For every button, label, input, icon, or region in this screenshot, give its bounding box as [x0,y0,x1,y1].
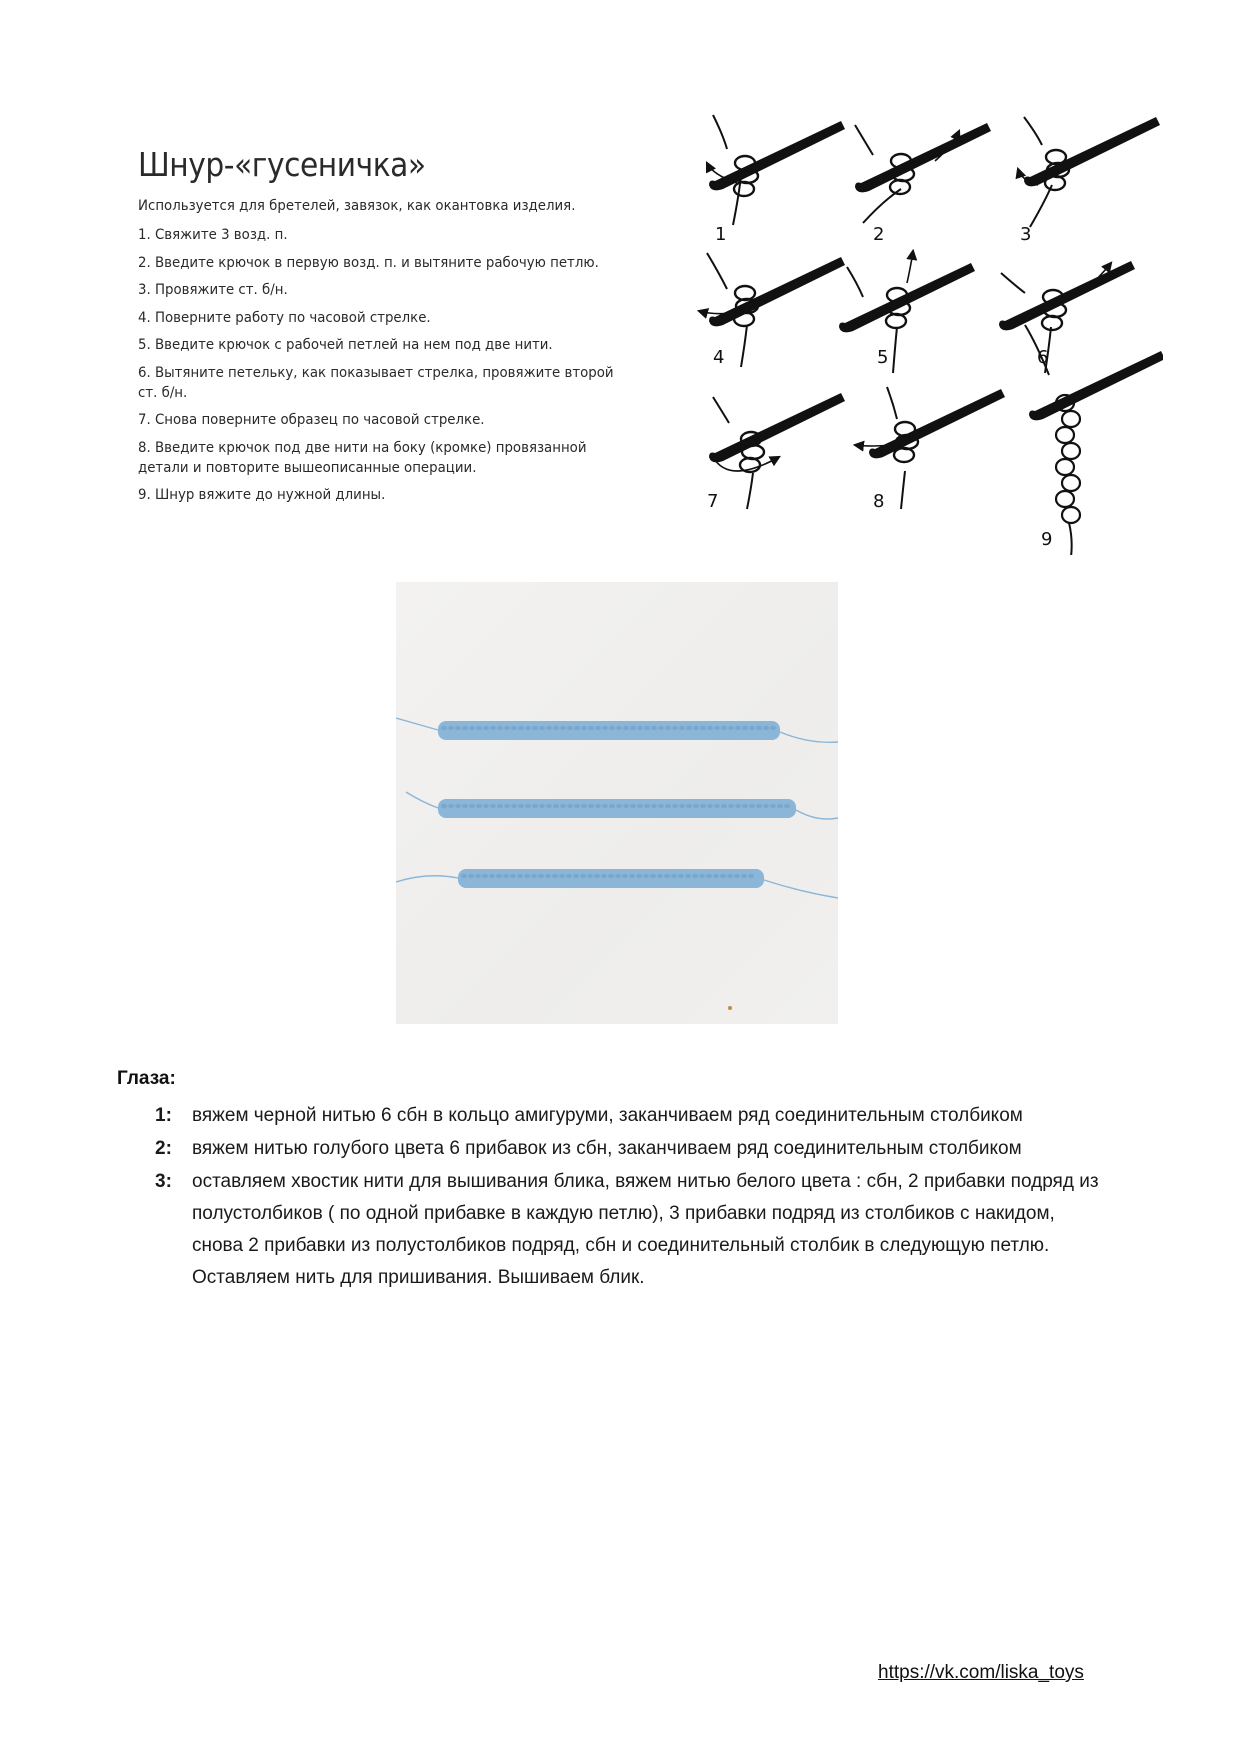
scan-step: 3. Провяжите ст. б/н. [138,282,288,298]
row-text: вяжем черной нитью 6 сбн в кольцо амигуруми, заканчиваем ряд соединительным столбиком [192,1105,1023,1126]
cord-stitch [671,874,677,878]
diagram-label: 7 [707,491,719,512]
cord-stitch [693,804,699,808]
scan-step: 1. Свяжите 3 возд. п. [138,227,288,243]
cord-stitch [622,874,628,878]
cord-stitch [511,726,517,730]
cord-stitch [735,804,741,808]
cord-stitch [728,804,734,808]
cord-stitch [658,804,664,808]
diagram-step-5 [839,251,975,373]
cord-stitch [455,804,461,808]
cord-stitch [742,804,748,808]
cord-stitch [692,874,698,878]
crochet-steps-diagram [693,105,1163,555]
scan-intro: Используется для бретелей, завязок, как окантовка изделия. [138,198,576,214]
cord-stitch [679,726,685,730]
cord-stitch [475,874,481,878]
cord-stitch [588,726,594,730]
row-number: 1: [155,1105,172,1126]
cord-stitch [756,804,762,808]
cord-stitch [657,874,663,878]
eyes-row-1 [150,1100,1100,1132]
cord-stitch [616,726,622,730]
cord-stitch [587,874,593,878]
cord-stitch [567,726,573,730]
cord-stitch [468,874,474,878]
row-text: оставляем хвостик нити для вышивания блика, вяжем нитью белого цвета : сбн, 2 прибавки подряд из полустолбиков ( по одной прибавке в каждую петлю), 3 прибавки подряд из столбиков с накидом, снова 2 прибавки из полустолбиков подряд, сбн и соединительный столбик в следующую петлю. Оставляем нить для пришивания. Вышиваем блик. [192,1171,1099,1288]
cord-stitch [700,726,706,730]
cord-stitch [665,726,671,730]
cord-stitch [503,874,509,878]
cord-stitch [518,726,524,730]
eyes-title: Глаза: [117,1068,176,1089]
diagram-step-7 [707,393,845,512]
cord-stitch [546,804,552,808]
cord-stitch [559,874,565,878]
cord-stitch [763,804,769,808]
cord-stitch [637,804,643,808]
cord-stitch [770,726,776,730]
cord-stitch [728,726,734,730]
eyes-rows [150,1100,1100,1295]
diagram-label: 1 [715,224,727,245]
cord-stitch [609,804,615,808]
cord-stitch [749,804,755,808]
cord-stitch [721,726,727,730]
cord-stitch [525,726,531,730]
cord-stitch [476,726,482,730]
cord-stitch [574,804,580,808]
cord-stitch [616,804,622,808]
cord-stitch [714,804,720,808]
diagram-label: 4 [713,347,725,368]
cord-stitch [651,726,657,730]
cord-stitch [608,874,614,878]
cord-stitch [566,874,572,878]
cord-stitch [483,726,489,730]
cord-stitch [525,804,531,808]
cord-stitch [763,726,769,730]
scanned-instructions [120,105,1160,555]
cord-body [438,721,780,740]
cord-stitch [539,726,545,730]
cord-stitch [777,804,783,808]
cord-stitch [553,726,559,730]
cords-illustration [396,582,838,1024]
cord-stitch [672,804,678,808]
cord-stitch [713,874,719,878]
row-number: 2: [155,1138,172,1159]
cord-stitch [461,874,467,878]
cord-stitch [707,726,713,730]
cord-stitch [497,804,503,808]
cord-tail [780,732,838,742]
cord-tail [396,718,438,730]
cord-stitch [727,874,733,878]
diagram-step-4 [699,253,845,368]
cord-stitch [469,804,475,808]
cord-stitch [707,804,713,808]
cord-stitch [636,874,642,878]
cord-stitch [749,726,755,730]
cord-stitch [721,804,727,808]
cord-stitch [735,726,741,730]
diagram-step-2 [855,123,991,245]
eyes-row-2 [150,1133,1100,1165]
scan-step: 5. Введите крючок с рабочей петлей на нем под две нити. [138,337,553,353]
cord-stitch [643,874,649,878]
cord-stitch [510,874,516,878]
cord-stitch [693,726,699,730]
cord-stitch [552,874,558,878]
cord-stitch [455,726,461,730]
cord-stitch [581,804,587,808]
scan-steps [138,225,635,513]
cord-stitch [560,726,566,730]
cord-stitch [580,874,586,878]
cord-tail [796,810,838,819]
cord-stitch [630,726,636,730]
cord-stitch [594,874,600,878]
scan-step: 8. Введите крючок под две нити на боку (кромке) провязанной детали и повторите вышеописанные операции. [138,439,587,476]
diagram-step-1 [707,115,845,245]
cord-stitch [504,804,510,808]
cord-stitch [573,874,579,878]
diagram-label: 9 [1041,529,1053,550]
scan-step: 7. Снова поверните образец по часовой стрелке. [138,412,485,428]
cord-stitch [741,874,747,878]
cord-stitch [637,726,643,730]
cord-stitch [686,726,692,730]
cord-stitch [462,804,468,808]
diagram-label: 5 [877,347,889,368]
cord-stitch [482,874,488,878]
cord-stitch [734,874,740,878]
cord-stitch [630,804,636,808]
cord-stitch [770,804,776,808]
cord-stitch [489,874,495,878]
cord-stitch [601,874,607,878]
cord-stitch [609,726,615,730]
cord-stitch [651,804,657,808]
cord-stitch [742,726,748,730]
scan-step: 9. Шнур вяжите до нужной длины. [138,487,386,503]
cord-stitch [748,874,754,878]
cord-stitch [658,726,664,730]
cord-stitch [595,726,601,730]
cord-stitch [462,726,468,730]
cord-tail [764,880,838,898]
cord-stitch [595,804,601,808]
cord-stitch [644,726,650,730]
cord-stitch [699,874,705,878]
cord-stitch [441,726,447,730]
cord-body [438,799,796,818]
cords-photo [396,582,838,1024]
cord-stitch [623,804,629,808]
cord-stitch [679,804,685,808]
cord-stitch [567,804,573,808]
cord-stitch [483,804,489,808]
cord-stitch [664,874,670,878]
cord-stitch [665,804,671,808]
scan-title: Шнур-«гусеничка» [138,145,426,184]
cord-stitch [615,874,621,878]
diagram-step-6 [999,261,1135,373]
row-number: 3: [155,1171,172,1192]
cord-stitch [629,874,635,878]
cord-stitch [511,804,517,808]
cord-stitch [784,804,790,808]
cord-stitch [644,804,650,808]
cord-stitch [714,726,720,730]
cord-stitch [602,804,608,808]
cord-stitch [678,874,684,878]
scan-step: 6. Вытяните петельку, как показывает стрелка, провяжите второй ст. б/н. [138,364,614,401]
cord-stitch [539,804,545,808]
cord-stitch [448,726,454,730]
scan-step: 2. Введите крючок в первую возд. п. и вытяните рабочую петлю. [138,254,599,271]
cord-stitch [524,874,530,878]
cord-stitch [602,726,608,730]
cord-stitch [497,726,503,730]
cord-stitch [706,874,712,878]
cord-stitch [700,804,706,808]
cord-stitch [545,874,551,878]
cord-stitch [476,804,482,808]
cord-stitch [720,874,726,878]
cord-tail [396,876,458,882]
cord-stitch [490,726,496,730]
cord-stitch [756,726,762,730]
cord-stitch [448,804,454,808]
cord-stitch [518,804,524,808]
cord-stitch [531,874,537,878]
cord-stitch [574,726,580,730]
cord-stitch [672,726,678,730]
vk-link[interactable]: https://vk.com/liska_toys [878,1662,1084,1683]
cord-body [458,869,764,888]
diagram-step-8 [855,387,1005,512]
cord-stitch [490,804,496,808]
cord-stitch [504,726,510,730]
cord-stitch [496,874,502,878]
cord-stitch [560,804,566,808]
cord-stitch [686,804,692,808]
diagram-label: 3 [1020,224,1032,245]
cord-stitch [588,804,594,808]
diagram-label: 8 [873,491,885,512]
cord-stitch [650,874,656,878]
cord-stitch [546,726,552,730]
cord-stitch [581,726,587,730]
diagram-step-3 [1018,117,1160,245]
row-text: вяжем нитью голубого цвета 6 прибавок из сбн, заканчиваем ряд соединительным столбиком [192,1138,1022,1159]
eyes-row-3 [150,1166,1100,1294]
cord-stitch [685,874,691,878]
cord-stitch [623,726,629,730]
cord-tail [406,792,438,808]
cord-stitch [517,874,523,878]
cord-stitch [441,804,447,808]
cord-stitch [538,874,544,878]
cord-stitch [532,726,538,730]
cord-stitch [469,726,475,730]
diagram-label: 6 [1037,347,1049,368]
cord-stitch [532,804,538,808]
cord-stitch [553,804,559,808]
scan-step: 4. Поверните работу по часовой стрелке. [138,309,431,326]
diagram-label: 2 [873,224,885,245]
